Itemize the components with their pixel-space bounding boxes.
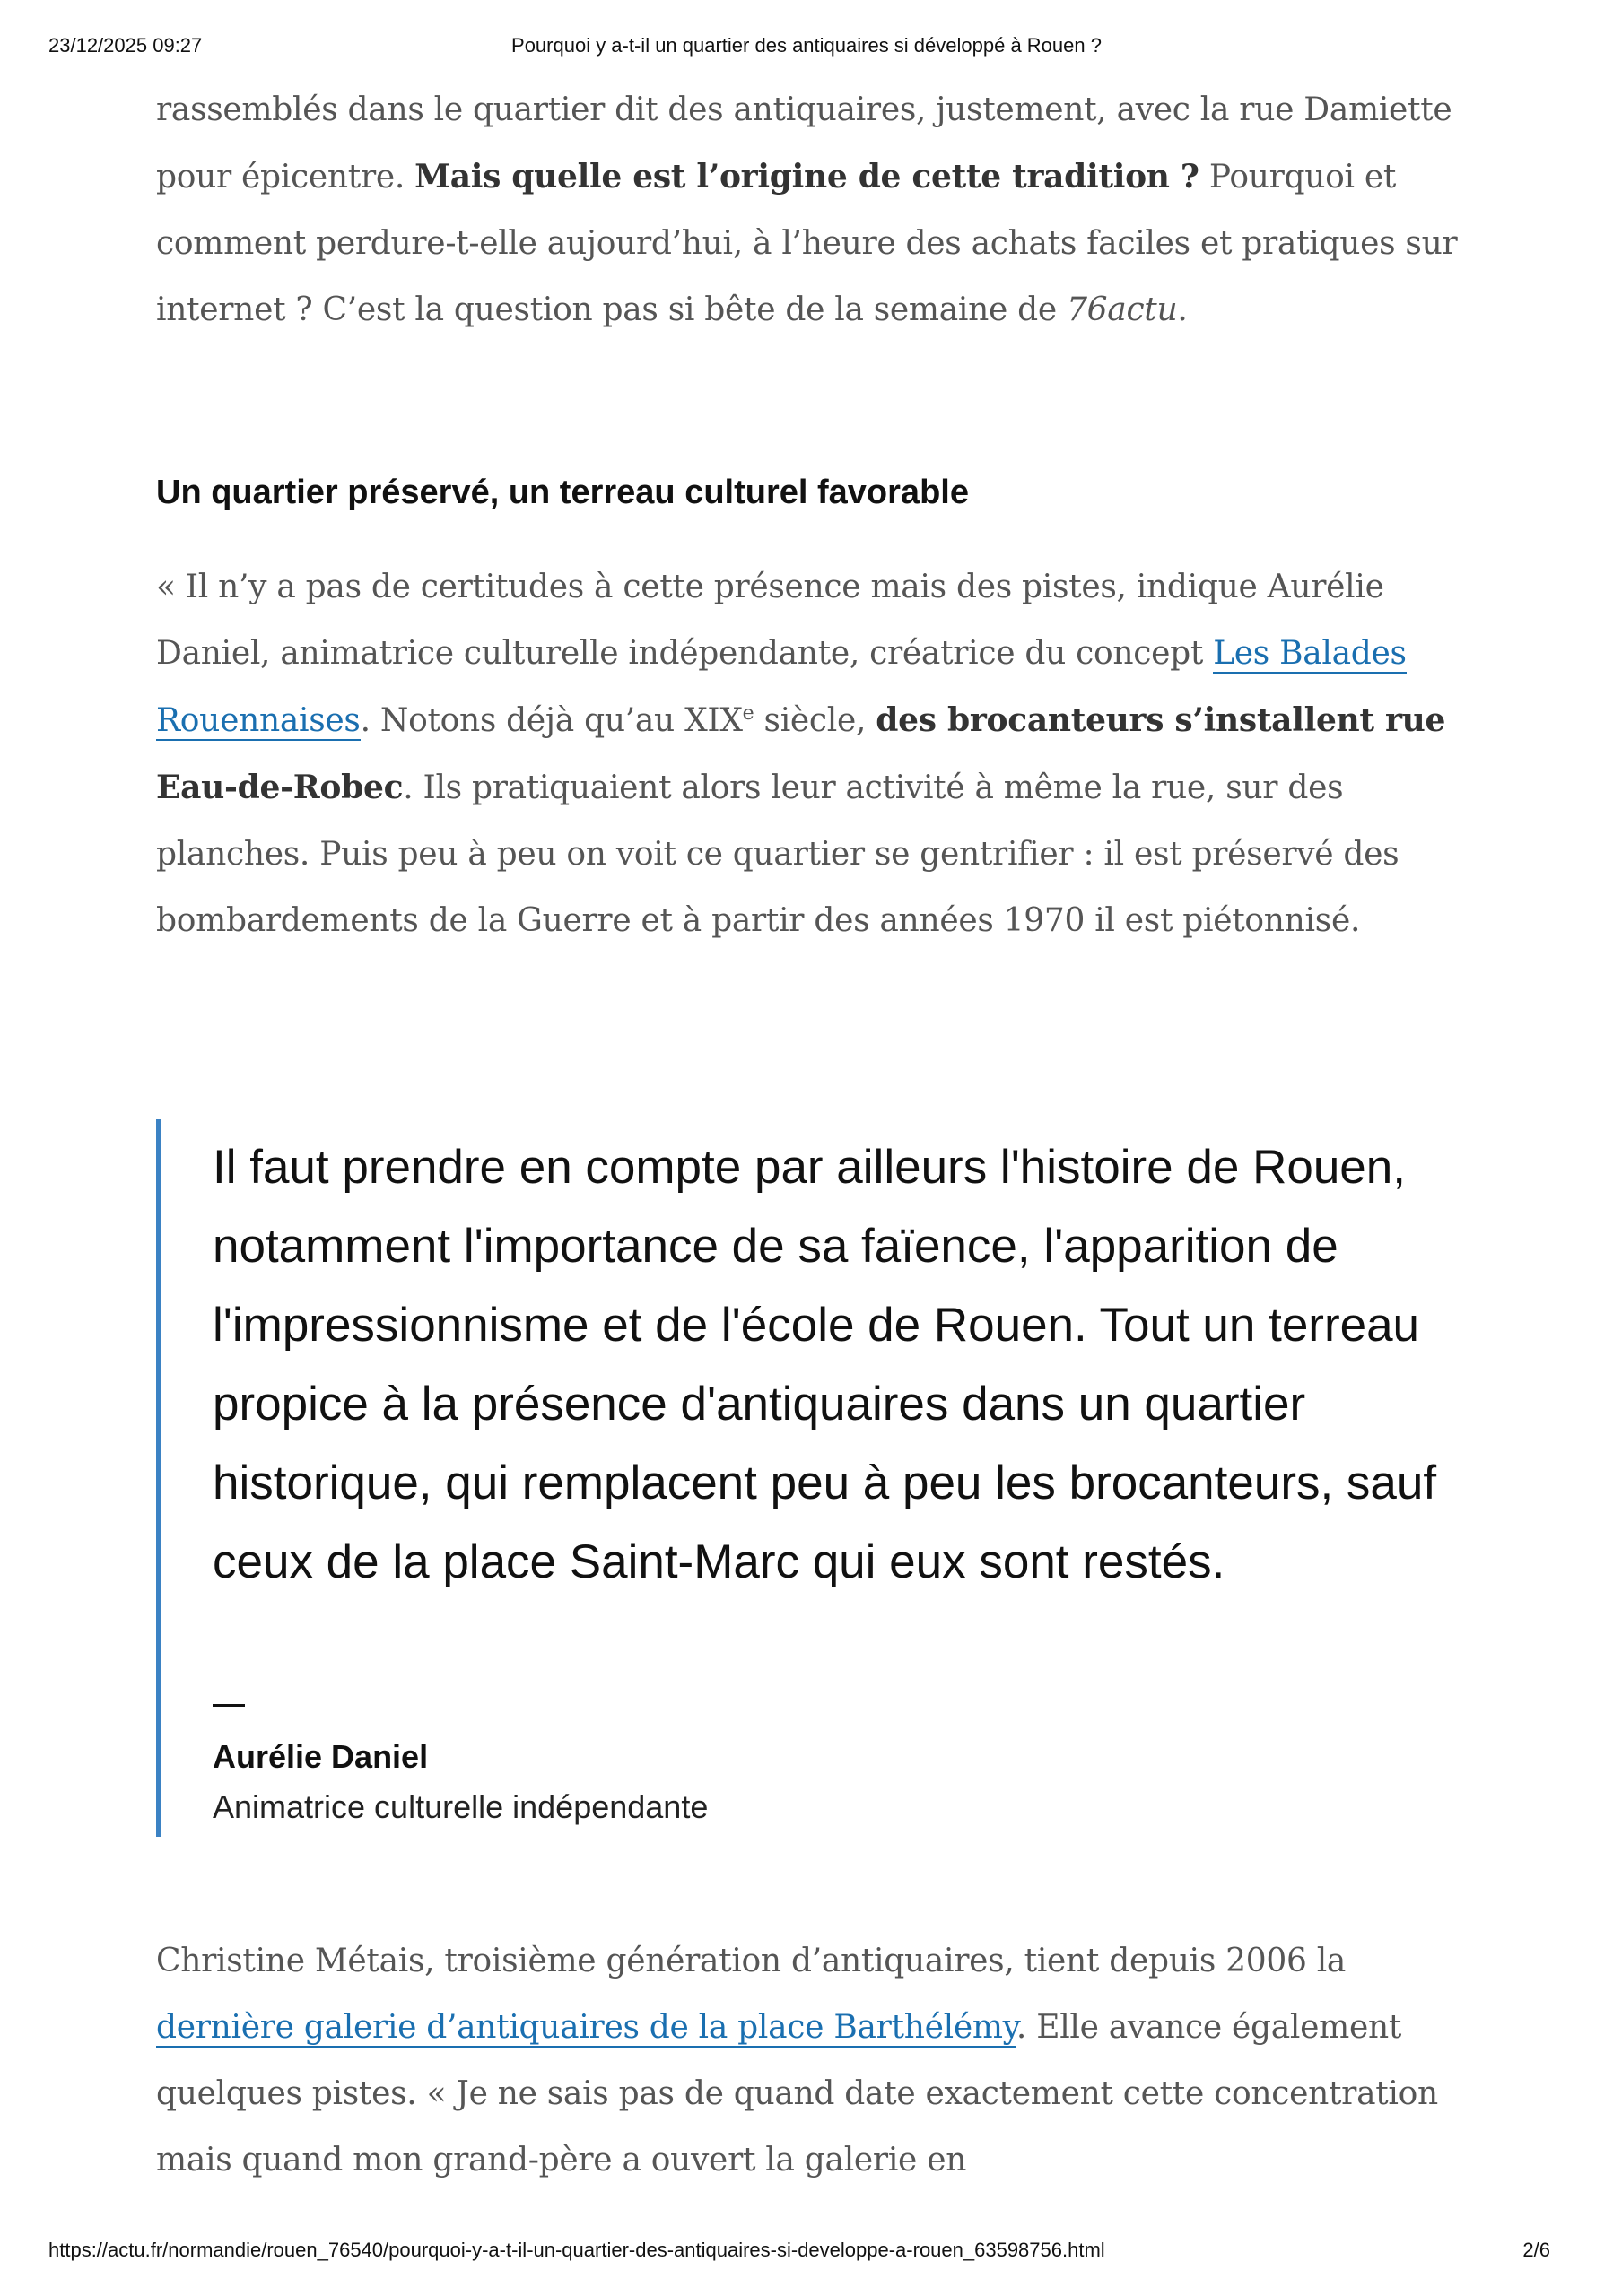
intro-text-2: Pourquoi et comment perdure-t-elle aujourd’hui, à l’heure des achats faciles et pratiques sur internet ? C’est la question pas si bête de la semaine de (156, 159, 1458, 328)
quote-author: Aurélie Daniel (213, 1738, 429, 1775)
intro-paragraph (156, 77, 1466, 344)
section-heading-block (156, 474, 1466, 512)
p2-bold-brocanteurs: des brocanteurs s’installent rue Eau-de-Robec (156, 701, 1446, 806)
blockquote (156, 1119, 1466, 1837)
quote-dash (213, 1704, 245, 1707)
print-footer (0, 2239, 1613, 2266)
intro-text-3: . (1177, 291, 1188, 328)
print-url: https://actu.fr/normandie/rouen_76540/pourquoi-y-a-t-il-un-quartier-des-antiquaires-si-developpe-a-rouen_63598756.html (48, 2239, 1105, 2261)
p2-text-2: . Notons déjà qu’au XIX (360, 702, 743, 739)
p3-text-1: Christine Métais, troisième génération d’antiquaires, tient depuis 2006 la (156, 1943, 1347, 1979)
link-derniere-galerie[interactable]: dernière galerie d’antiquaires de la place Barthélémy (156, 2009, 1016, 2046)
section-heading: Un quartier préservé, un terreau culturel favorable (156, 474, 969, 511)
quote-text: Il faut prendre en compte par ailleurs l'histoire de Rouen, notamment l'importance de sa faïence, l'apparition de l'impressionnisme et de l'école de Rouen. Tout un terreau propice à la présence d'antiquaires dans un quartier historique, qui remplacent peu à peu les brocanteurs, sauf ceux de la place Saint-Marc qui eux sont restés. (213, 1141, 1437, 1588)
p3-text-2: . Elle avance également quelques pistes. « Je ne sais pas de quand date exactement cette concentration mais quand mon grand-père a ouvert la galerie en (156, 2009, 1438, 2179)
intro-italic-76actu: 76actu (1067, 291, 1178, 328)
intro-paragraph-block (156, 77, 1466, 344)
quote-author-role: Animatrice culturelle indépendante (213, 1788, 709, 1825)
print-page-title: Pourquoi y a-t-il un quartier des antiquaires si développé à Rouen ? (511, 34, 1102, 57)
p2-text-3: siècle, (754, 702, 876, 739)
third-paragraph-block (156, 1928, 1466, 2194)
print-page-number: 2/6 (1522, 2239, 1550, 2261)
intro-text-1: rassemblés dans le quartier dit des antiquaires, justement, avec la rue Damiette pour épicentre. (156, 91, 1452, 196)
second-paragraph (156, 554, 1466, 954)
p2-superscript: e (742, 702, 754, 725)
second-paragraph-block (156, 554, 1466, 954)
link-balades-rouennaises[interactable]: Les Balades Rouennaises (156, 635, 1407, 739)
intro-bold-question: Mais quelle est l’origine de cette tradition ? (414, 158, 1199, 196)
third-paragraph (156, 1928, 1466, 2194)
p2-text-1: « Il n’y a pas de certitudes à cette présence mais des pistes, indique Aurélie Daniel, animatrice culturelle indépendante, créatrice du concept (156, 569, 1384, 672)
print-datetime: 23/12/2025 09:27 (48, 34, 203, 57)
p2-text-4: . Ils pratiquaient alors leur activité à même la rue, sur des planches. Puis peu à peu on voit ce quartier se gentrifier : il est préservé des bombardements de la Guerre et à partir des années 1970 il est piétonnisé. (156, 770, 1399, 939)
print-header (0, 34, 1613, 61)
